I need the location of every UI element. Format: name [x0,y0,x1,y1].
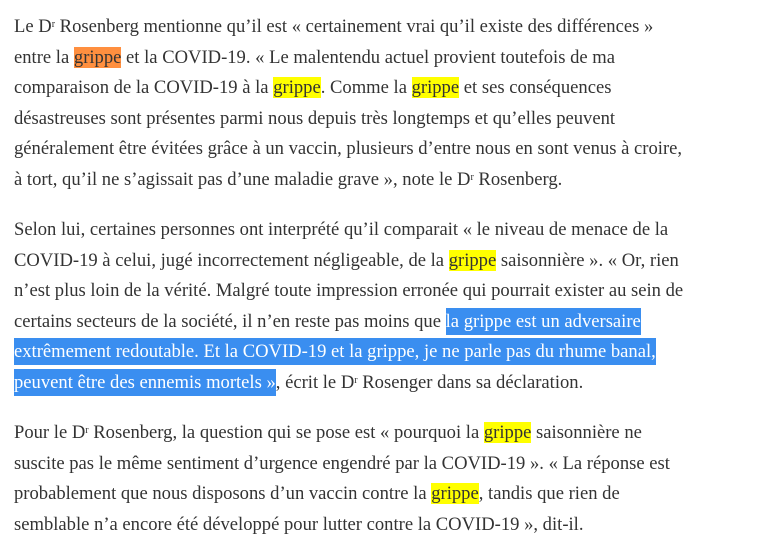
text-line [14,368,762,399]
text-line [14,134,762,165]
text-run: n’est plus loin de la vérité. Malgré toute impression erronée qui pourrait exister au sein de [14,280,684,301]
text-run: COVID-19 à celui, jugé incorrectement négligeable, de la [14,249,449,271]
text-line [14,510,762,541]
text-run: . Comme la [320,77,412,98]
text-line [14,479,762,510]
text-run: Rosenberg, la question qui se pose est « pourquoi la [88,422,484,443]
text-line [14,246,762,277]
text-run: Rosenberg. [473,168,563,190]
text-line [14,276,762,307]
text-run: probablement que nous disposons d’un vaccin contre la [14,483,432,504]
search-highlight: grippe [411,77,460,98]
search-highlight: grippe [431,483,479,504]
text-run: à tort, qu’il ne s’agissait pas d’une maladie grave », note le D [14,168,471,190]
search-highlight: grippe [273,77,321,98]
search-highlight: grippe [483,422,532,443]
superscript: r [470,171,474,183]
article-paragraph [14,12,762,195]
text-line [14,337,762,368]
article-paragraph [14,418,762,540]
text-line [14,73,762,104]
text-selection: extrêmement redoutable. Et la COVID-19 et la grippe, je ne parle pas du rhume banal, [14,338,656,365]
text-selection: la grippe est un adversaire [446,308,641,335]
text-run: et ses conséquences [459,77,612,98]
text-line [14,165,762,196]
text-run: , tandis que rien de [478,483,620,504]
text-run: saisonnière ». « Or, rien [496,249,679,271]
text-line [14,12,762,43]
text-line [14,215,762,246]
text-line [14,418,762,449]
text-run: certains secteurs de la société, il n’en reste pas moins que [14,310,446,332]
superscript: r [51,19,56,30]
text-line [14,449,762,480]
text-run: Le D [14,16,52,37]
text-run: semblable n’a encore été développé pour lutter contre la COVID-19 », dit-il. [14,513,584,535]
text-run: saisonnière ne [531,422,642,443]
text-run: suscite pas le même sentiment d’urgence engendré par la COVID-19 ». « La réponse est [14,452,670,474]
text-run: généralement être évitées grâce à un vaccin, plusieurs d’entre nous en sont venus à croire, [14,138,683,159]
superscript: r [85,425,89,436]
text-run: et la COVID-19. « Le malentendu actuel provient toutefois de ma [121,46,616,68]
superscript: r [354,374,358,386]
text-run: désastreuses sont présentes parmi nous depuis très longtemps et qu’elles peuvent [14,107,616,129]
text-line [14,104,762,135]
search-highlight: grippe [73,46,122,68]
text-line [14,307,762,338]
text-run: Pour le D [14,422,86,443]
text-run: comparaison de la COVID-19 à la [14,77,274,98]
article-body [14,12,762,560]
article-paragraph [14,215,762,398]
search-highlight: grippe [448,249,497,271]
text-run: , écrit le D [275,371,355,393]
text-run: entre la [14,46,74,68]
text-run: Rosenberg mentionne qu’il est « certainement vrai qu’il existe des différences » [55,16,654,37]
text-run: Selon lui, certaines personnes ont interprété qu’il comparait « le niveau de menace de la [14,219,669,240]
text-line [14,43,762,74]
text-run: Rosenger dans sa déclaration. [357,371,584,393]
text-selection: peuvent être des ennemis mortels » [14,369,276,396]
